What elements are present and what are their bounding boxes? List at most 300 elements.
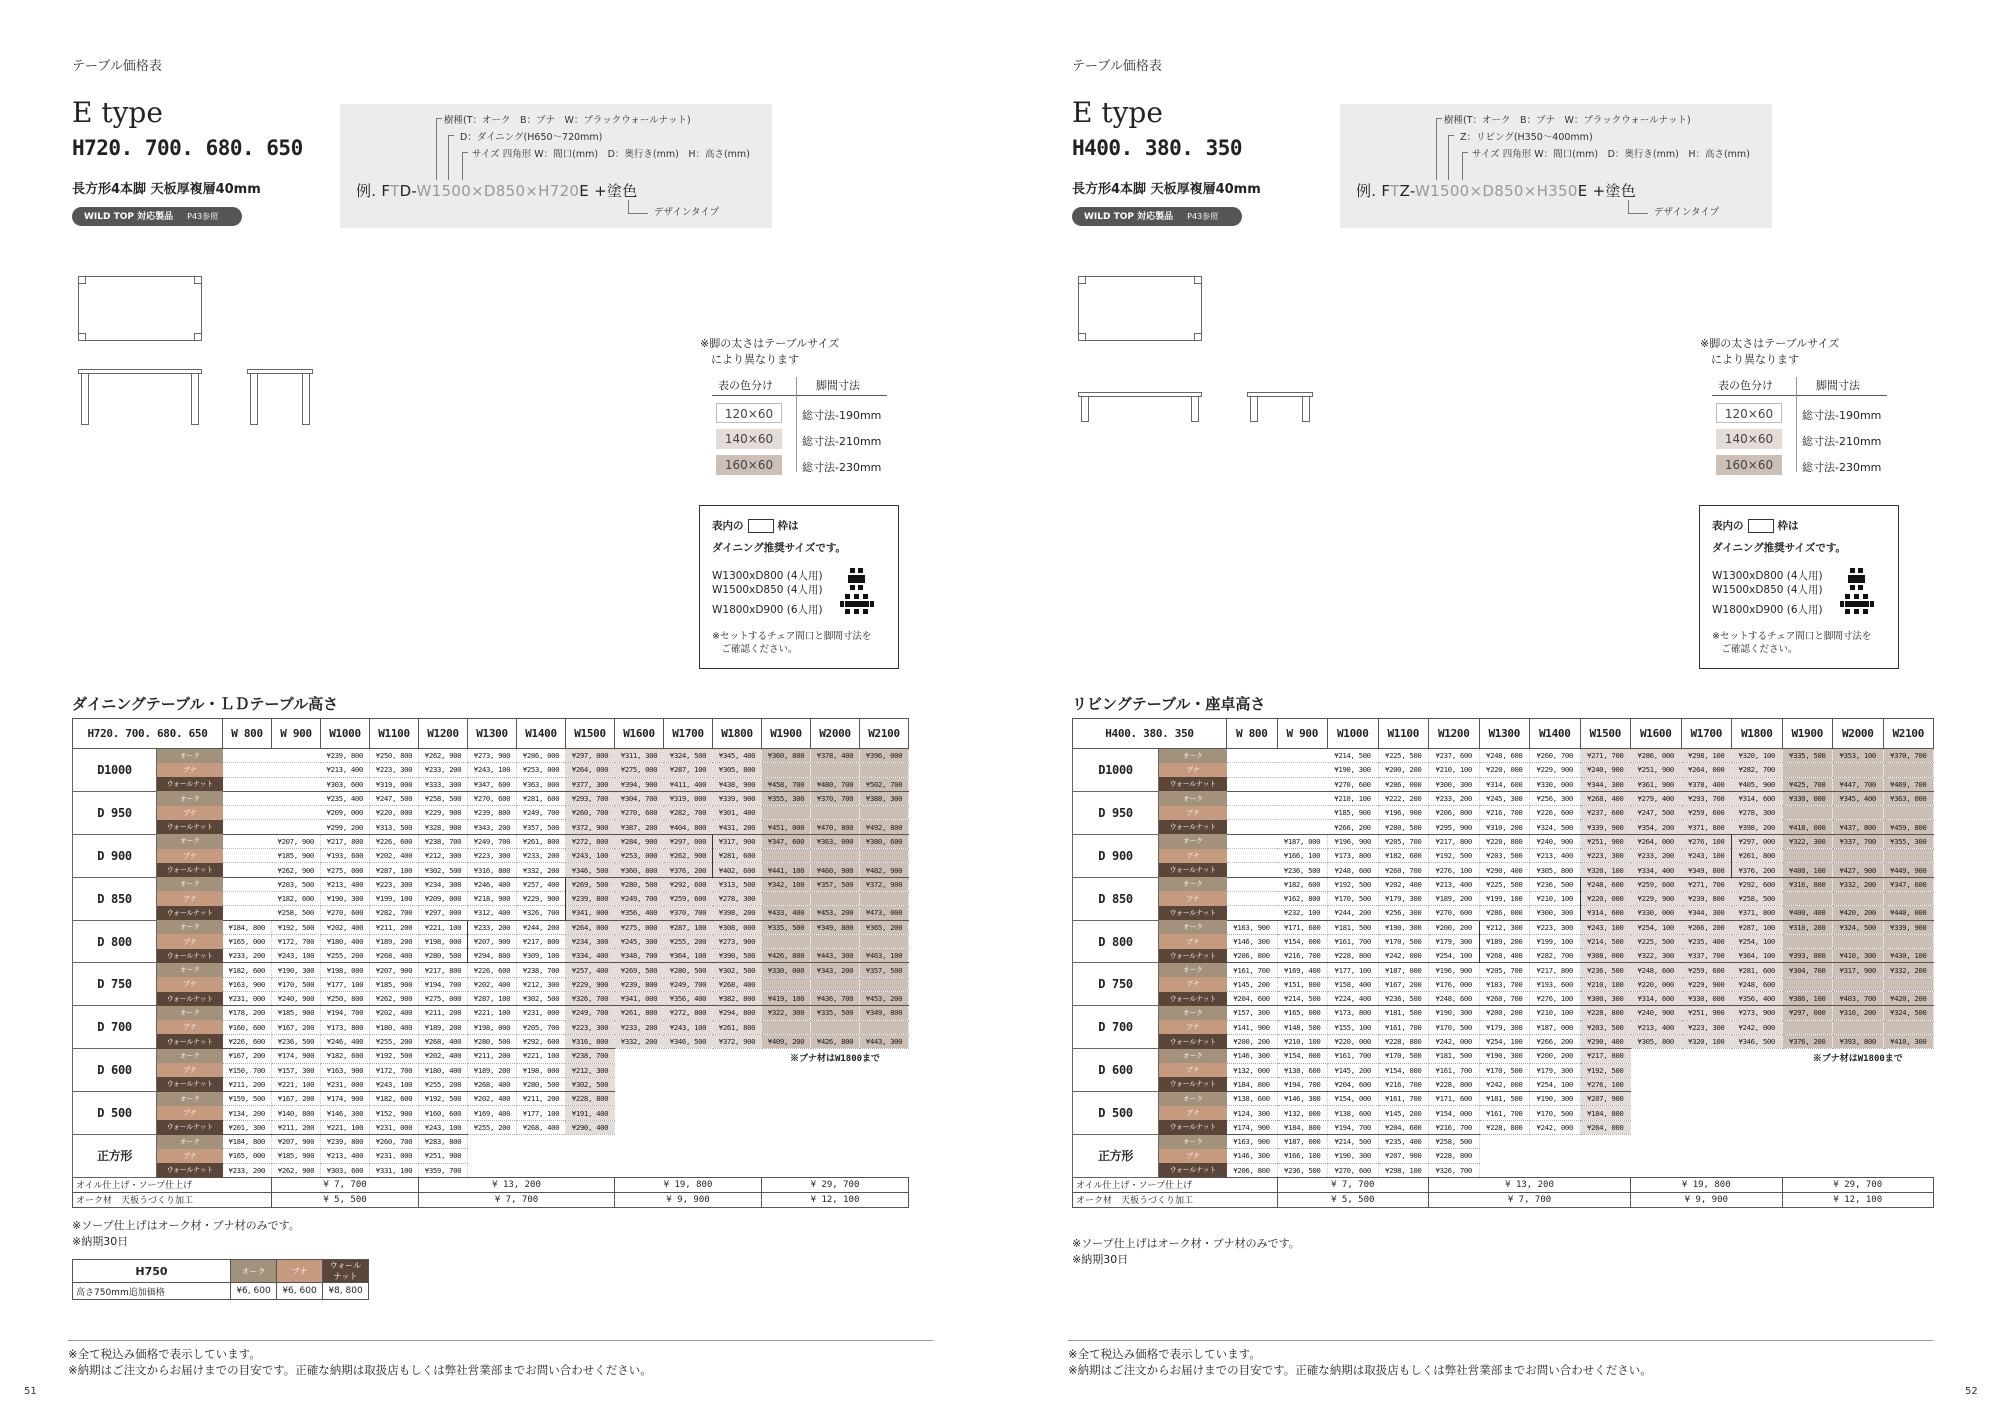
- price-cell: ¥152, 900: [370, 1106, 419, 1120]
- wood-label: オーク: [1159, 749, 1227, 763]
- price-cell: ¥228, 800: [1378, 1034, 1429, 1048]
- price-cell: ¥346, 500: [566, 863, 615, 877]
- price-cell: ¥360, 800: [762, 749, 811, 763]
- price-cell: ¥242, 000: [1378, 949, 1429, 963]
- table-row: [73, 877, 909, 891]
- price-cell: [1782, 934, 1833, 948]
- wood-label: ウォールナット: [1159, 906, 1227, 920]
- price-cell: ¥259, 600: [1681, 963, 1732, 977]
- price-cell: ¥138, 600: [1277, 1063, 1328, 1077]
- wood-label: ウォールナット: [1159, 1077, 1227, 1091]
- price-cell: ¥166, 100: [1277, 849, 1328, 863]
- price-cell: ¥233, 200: [1631, 849, 1682, 863]
- price-cell: ¥246, 400: [321, 1034, 370, 1048]
- price-cell: ¥247, 500: [1631, 806, 1682, 820]
- price-cell: ¥233, 200: [223, 949, 272, 963]
- code-bracket: [436, 118, 442, 180]
- wood-label: ウォールナット: [157, 949, 223, 963]
- price-cell: ¥326, 700: [566, 992, 615, 1006]
- price-cell: ¥200, 200: [1479, 1006, 1530, 1020]
- price-cell: ¥270, 600: [1429, 906, 1480, 920]
- price-cell: ¥254, 100: [1530, 1077, 1581, 1091]
- price-cell: ¥194, 700: [1328, 1120, 1379, 1134]
- wood-label: オーク: [157, 963, 223, 977]
- price-cell: ¥260, 700: [1378, 863, 1429, 877]
- price-cell: ¥302, 500: [566, 1077, 615, 1091]
- heights-title: H400. 380. 350: [1072, 136, 1243, 160]
- price-table: [1072, 718, 1934, 1208]
- wood-label: ウォールナット: [157, 906, 223, 920]
- price-cell: ¥262, 900: [664, 849, 713, 863]
- price-cell: ¥319, 000: [370, 777, 419, 791]
- price-cell: ¥258, 500: [272, 906, 321, 920]
- price-cell: ¥364, 100: [1732, 949, 1783, 963]
- price-cell: ¥196, 900: [1328, 834, 1379, 848]
- price-cell: ¥270, 600: [321, 906, 370, 920]
- price-cell: ¥251, 900: [1580, 834, 1631, 848]
- type-title: E type: [1072, 96, 1163, 129]
- price-cell: ¥157, 300: [272, 1063, 321, 1077]
- empty-cell: [566, 1149, 615, 1163]
- empty-cell: [1580, 1135, 1631, 1149]
- price-cell: ¥237, 600: [1429, 749, 1480, 763]
- price-cell: ¥359, 700: [419, 1163, 468, 1177]
- price-cell: ¥249, 700: [468, 834, 517, 848]
- price-cell: ¥260, 700: [370, 1135, 419, 1149]
- empty-cell: [223, 891, 272, 905]
- empty-cell: [1227, 891, 1278, 905]
- price-cell: ¥244, 200: [1328, 906, 1379, 920]
- price-cell: ¥166, 100: [1277, 1149, 1328, 1163]
- price-cell: ¥347, 600: [1883, 877, 1934, 891]
- price-cell: ¥243, 100: [468, 763, 517, 777]
- price-cell: ¥332, 200: [615, 1034, 664, 1048]
- price-cell: ¥161, 700: [1227, 963, 1278, 977]
- rec-size: W1800xD900 (6人用): [1712, 604, 1823, 616]
- price-cell: ¥273, 900: [468, 749, 517, 763]
- price-cell: ¥146, 300: [1227, 1149, 1278, 1163]
- wood-label: ブナ: [157, 1020, 223, 1034]
- price-cell: ¥292, 600: [517, 1034, 566, 1048]
- price-cell: ¥233, 200: [223, 1163, 272, 1177]
- table-row: [1073, 1020, 1934, 1034]
- price-cell: ¥377, 300: [566, 777, 615, 791]
- price-cell: ¥225, 500: [1631, 934, 1682, 948]
- h750-price: ¥6, 600: [277, 1283, 323, 1300]
- wood-label: ウォールナット: [157, 1120, 223, 1134]
- wood-label: ウォールナット: [157, 1034, 223, 1048]
- price-cell: ¥192, 500: [1580, 1063, 1631, 1077]
- price-cell: [1833, 1020, 1884, 1034]
- empty-cell: [615, 1106, 664, 1120]
- wood-label: ウォールナット: [157, 777, 223, 791]
- price-cell: ¥192, 500: [272, 920, 321, 934]
- price-cell: ¥245, 300: [1479, 791, 1530, 805]
- code-bracket: [1462, 152, 1468, 180]
- price-cell: ¥339, 900: [1580, 820, 1631, 834]
- price-cell: ¥240, 900: [1530, 834, 1581, 848]
- price-cell: ¥360, 800: [615, 863, 664, 877]
- price-cell: ¥356, 400: [615, 906, 664, 920]
- price-cell: ¥212, 300: [566, 1063, 615, 1077]
- price-cell: ¥282, 700: [1732, 763, 1783, 777]
- price-cell: ¥332, 200: [517, 863, 566, 877]
- price-cell: ¥297, 000: [419, 906, 468, 920]
- price-cell: ¥200, 200: [1429, 920, 1480, 934]
- price-cell: ¥260, 700: [1479, 992, 1530, 1006]
- table-row: [73, 934, 909, 948]
- wood-label: ウォールナット: [157, 1163, 223, 1177]
- table-head: H400. 380. 350: [1073, 719, 1227, 749]
- table-row: [73, 1006, 909, 1020]
- empty-cell: [517, 1135, 566, 1149]
- price-cell: ¥163, 900: [223, 977, 272, 991]
- price-cell: ¥207, 900: [468, 934, 517, 948]
- price-cell: ¥380, 600: [860, 834, 909, 848]
- price-cell: ¥233, 200: [615, 1020, 664, 1034]
- price-cell: ¥378, 400: [811, 749, 860, 763]
- empty-cell: [664, 1135, 713, 1149]
- bottom-rule: [68, 1340, 933, 1341]
- price-cell: ¥237, 600: [1580, 806, 1631, 820]
- product-code-box: [1340, 104, 1772, 228]
- wood-label: ブナ: [157, 934, 223, 948]
- price-cell: ¥202, 400: [1378, 877, 1429, 891]
- wood-label: ブナ: [157, 806, 223, 820]
- empty-cell: [1479, 1135, 1530, 1149]
- wood-oak: オーク: [231, 1260, 277, 1283]
- wood-label: ブナ: [1159, 1020, 1227, 1034]
- empty-cell: [1631, 1077, 1682, 1091]
- col-header: W1900: [762, 719, 811, 749]
- page-number: 51: [24, 1386, 37, 1397]
- price-cell: ¥280, 500: [1378, 820, 1429, 834]
- col-header: W1500: [566, 719, 615, 749]
- price-cell: ¥275, 000: [419, 992, 468, 1006]
- price-cell: ¥223, 300: [370, 763, 419, 777]
- price-cell: ¥210, 100: [1530, 1006, 1581, 1020]
- price-cell: ¥161, 700: [1328, 1049, 1379, 1063]
- design-bracket: [628, 200, 648, 214]
- price-cell: ¥255, 200: [370, 1034, 419, 1048]
- price-cell: ¥473, 000: [860, 906, 909, 920]
- price-cell: ¥182, 600: [370, 1092, 419, 1106]
- empty-cell: [1530, 1149, 1581, 1163]
- price-cell: ¥258, 500: [1732, 891, 1783, 905]
- price-cell: ¥182, 600: [223, 963, 272, 977]
- rec-title: 表内の 枠は: [1712, 520, 1799, 532]
- price-cell: ¥275, 000: [615, 763, 664, 777]
- price-cell: [811, 891, 860, 905]
- empty-cell: [1479, 1149, 1530, 1163]
- col-header: W 900: [272, 719, 321, 749]
- price-cell: ¥449, 900: [1883, 863, 1934, 877]
- code-bracket: [1448, 135, 1454, 180]
- legend-swatch: 120×60: [1716, 403, 1782, 423]
- price-cell: ¥437, 800: [1833, 820, 1884, 834]
- price-cell: ¥405, 900: [1732, 777, 1783, 791]
- price-cell: ¥276, 100: [1429, 863, 1480, 877]
- finish-label: オーク材 天板うづくり加工: [1073, 1192, 1278, 1207]
- price-cell: ¥226, 600: [468, 963, 517, 977]
- price-cell: ¥150, 700: [223, 1063, 272, 1077]
- price-cell: ¥229, 900: [517, 891, 566, 905]
- price-cell: ¥357, 500: [860, 963, 909, 977]
- bottom-rule: [1068, 1340, 1933, 1341]
- legend-swatch: 160×60: [716, 455, 782, 475]
- price-cell: ¥300, 300: [1429, 777, 1480, 791]
- price-cell: ¥411, 400: [664, 777, 713, 791]
- price-cell: ¥203, 500: [1479, 849, 1530, 863]
- price-cell: ¥211, 200: [517, 1092, 566, 1106]
- note-delivery: ※納期30日: [72, 1235, 129, 1248]
- after-table-notes: [1072, 1236, 1300, 1268]
- price-cell: ¥249, 700: [566, 1006, 615, 1020]
- price-cell: ¥211, 200: [468, 1049, 517, 1063]
- code-line-wood: 樹種(T：オーク B：ブナ W：ブラックウォールナット): [1444, 115, 1691, 126]
- price-cell: ¥124, 300: [1227, 1106, 1278, 1120]
- price-cell: ¥228, 800: [1328, 949, 1379, 963]
- price-cell: ¥266, 200: [1530, 1034, 1581, 1048]
- price-cell: ¥222, 200: [1378, 791, 1429, 805]
- price-cell: ¥243, 100: [566, 849, 615, 863]
- empty-cell: [272, 820, 321, 834]
- price-cell: ¥192, 500: [370, 1049, 419, 1063]
- empty-cell: [1631, 1063, 1682, 1077]
- rec-size: W1300xD800 (4人用): [712, 570, 823, 582]
- price-cell: ¥314, 600: [1479, 777, 1530, 791]
- price-cell: ¥179, 300: [1378, 891, 1429, 905]
- price-cell: ¥174, 900: [272, 1049, 321, 1063]
- empty-cell: [1681, 1163, 1732, 1177]
- price-cell: ¥372, 900: [566, 820, 615, 834]
- price-cell: ¥169, 400: [468, 1106, 517, 1120]
- price-cell: ¥204, 600: [1328, 1077, 1379, 1091]
- empty-cell: [664, 1077, 713, 1091]
- price-cell: ¥248, 600: [1631, 963, 1682, 977]
- price-cell: ¥339, 900: [1883, 920, 1934, 934]
- empty-cell: [1732, 1063, 1783, 1077]
- price-cell: ¥178, 200: [223, 1006, 272, 1020]
- price-cell: ¥235, 400: [1681, 934, 1732, 948]
- price-cell: ¥268, 400: [370, 949, 419, 963]
- price-cell: ¥185, 900: [272, 1006, 321, 1020]
- col-header: W1100: [1378, 719, 1429, 749]
- price-cell: ¥419, 100: [762, 992, 811, 1006]
- price-cell: [860, 763, 909, 777]
- wood-label: ブナ: [1159, 763, 1227, 777]
- empty-cell: [615, 1063, 664, 1077]
- price-cell: ¥342, 100: [762, 877, 811, 891]
- note-delivery: ※納期30日: [1072, 1253, 1129, 1266]
- empty-cell: [566, 1163, 615, 1177]
- price-cell: [1833, 934, 1884, 948]
- price-cell: ¥280, 500: [664, 963, 713, 977]
- price-cell: ¥161, 700: [1378, 1092, 1429, 1106]
- wood-buna: ブナ: [277, 1260, 323, 1283]
- price-cell: ¥146, 300: [1227, 934, 1278, 948]
- table-row: [73, 849, 909, 863]
- col-header: W1700: [1681, 719, 1732, 749]
- price-cell: ¥190, 300: [1530, 1092, 1581, 1106]
- finish-price: ¥ 12, 100: [762, 1192, 909, 1207]
- price-cell: ¥223, 300: [566, 1020, 615, 1034]
- price-cell: [1782, 806, 1833, 820]
- price-cell: ¥390, 500: [713, 949, 762, 963]
- price-cell: ¥226, 600: [370, 834, 419, 848]
- price-cell: ¥372, 900: [713, 1034, 762, 1048]
- price-cell: ¥134, 200: [223, 1106, 272, 1120]
- price-cell: ¥292, 600: [664, 877, 713, 891]
- price-cell: ¥290, 400: [1479, 863, 1530, 877]
- price-cell: ¥271, 700: [1681, 877, 1732, 891]
- depth-label: D 750: [1073, 963, 1159, 1006]
- col-header: W1300: [1479, 719, 1530, 749]
- table-row: [1073, 820, 1934, 834]
- price-cell: [860, 849, 909, 863]
- price-cell: ¥220, 000: [1580, 891, 1631, 905]
- finish-row: [1073, 1192, 1934, 1207]
- empty-cell: [1277, 749, 1328, 763]
- price-cell: ¥211, 200: [419, 1006, 468, 1020]
- price-cell: ¥253, 000: [615, 849, 664, 863]
- price-cell: ¥192, 500: [1328, 877, 1379, 891]
- price-cell: [1883, 891, 1934, 905]
- price-cell: ¥207, 900: [272, 834, 321, 848]
- price-cell: ¥194, 700: [321, 1006, 370, 1020]
- finish-price: ¥ 13, 200: [1429, 1177, 1631, 1192]
- price-cell: ¥281, 600: [713, 849, 762, 863]
- price-cell: ¥184, 800: [1580, 1106, 1631, 1120]
- price-cell: ¥189, 200: [419, 1020, 468, 1034]
- price-cell: ¥181, 500: [1429, 1049, 1480, 1063]
- empty-cell: [1530, 1135, 1581, 1149]
- price-cell: ¥140, 800: [272, 1106, 321, 1120]
- col-header: W1900: [1782, 719, 1833, 749]
- price-cell: ¥387, 200: [615, 820, 664, 834]
- price-cell: ¥242, 000: [1429, 1034, 1480, 1048]
- price-cell: ¥332, 200: [1833, 877, 1884, 891]
- price-cell: ¥349, 800: [811, 920, 860, 934]
- price-cell: ¥167, 200: [223, 1049, 272, 1063]
- price-cell: ¥330, 000: [1530, 777, 1581, 791]
- price-cell: ¥194, 700: [419, 977, 468, 991]
- price-cell: ¥159, 500: [223, 1092, 272, 1106]
- price-cell: ¥190, 300: [321, 891, 370, 905]
- price-cell: ¥402, 600: [713, 863, 762, 877]
- price-cell: ¥297, 000: [1782, 1006, 1833, 1020]
- price-cell: ¥213, 400: [321, 1149, 370, 1163]
- price-cell: ¥287, 100: [468, 992, 517, 1006]
- empty-cell: [1227, 806, 1278, 820]
- empty-cell: [1681, 1120, 1732, 1134]
- wood-label: オーク: [1159, 1092, 1227, 1106]
- price-cell: ¥190, 300: [1429, 1006, 1480, 1020]
- price-cell: [811, 934, 860, 948]
- table-row: [1073, 1049, 1934, 1063]
- legend-header-color: 表の色分け: [718, 379, 773, 392]
- wood-label: ウォールナット: [1159, 1163, 1227, 1177]
- finish-price: ¥ 9, 900: [615, 1192, 762, 1207]
- price-cell: ¥170, 500: [1328, 891, 1379, 905]
- wood-label: オーク: [1159, 1006, 1227, 1020]
- price-cell: ¥427, 900: [1833, 863, 1884, 877]
- finish-price: ¥ 12, 100: [1782, 1192, 1934, 1207]
- wood-label: ウォールナット: [1159, 1120, 1227, 1134]
- price-cell: ¥228, 800: [1479, 834, 1530, 848]
- price-cell: ¥290, 400: [566, 1120, 615, 1134]
- empty-cell: [664, 1049, 713, 1063]
- price-cell: ¥161, 700: [1429, 1063, 1480, 1077]
- price-cell: ¥231, 000: [370, 1149, 419, 1163]
- table-row: [1073, 977, 1934, 991]
- price-cell: ¥355, 300: [762, 791, 811, 805]
- depth-label: 正方形: [1073, 1135, 1159, 1178]
- empty-cell: [517, 1163, 566, 1177]
- code-bracket: [462, 152, 468, 180]
- price-cell: ¥154, 000: [1277, 934, 1328, 948]
- price-cell: ¥185, 900: [1328, 806, 1379, 820]
- product-description: 長方形4本脚 天板厚複層40mm: [72, 182, 261, 197]
- price-cell: ¥154, 000: [1378, 1063, 1429, 1077]
- price-cell: ¥151, 800: [1277, 977, 1328, 991]
- price-cell: ¥345, 400: [1833, 791, 1884, 805]
- table-row: [73, 806, 909, 820]
- legend-header-leg: 脚間寸法: [816, 379, 860, 392]
- price-cell: ¥243, 100: [272, 949, 321, 963]
- price-cell: ¥443, 300: [811, 949, 860, 963]
- price-cell: [762, 1020, 811, 1034]
- price-cell: ¥154, 000: [1277, 1049, 1328, 1063]
- price-cell: [860, 1020, 909, 1034]
- price-cell: ¥240, 900: [1580, 763, 1631, 777]
- price-cell: ¥410, 300: [1833, 949, 1884, 963]
- price-cell: ¥196, 900: [1378, 806, 1429, 820]
- price-cell: ¥324, 500: [1883, 1006, 1934, 1020]
- price-cell: ¥179, 300: [1479, 1020, 1530, 1034]
- col-header: W1000: [321, 719, 370, 749]
- finish-price: ¥ 7, 700: [1429, 1192, 1631, 1207]
- empty-cell: [664, 1120, 713, 1134]
- price-cell: ¥200, 200: [1378, 763, 1429, 777]
- price-cell: ¥310, 200: [1833, 1006, 1884, 1020]
- price-cell: ¥236, 500: [1530, 877, 1581, 891]
- price-cell: ¥287, 100: [1732, 920, 1783, 934]
- price-cell: ¥204, 600: [1378, 1120, 1429, 1134]
- price-cell: ¥341, 000: [566, 906, 615, 920]
- price-cell: ¥233, 200: [468, 920, 517, 934]
- price-cell: ¥334, 400: [566, 949, 615, 963]
- price-cell: ¥254, 100: [1631, 920, 1682, 934]
- price-cell: ¥255, 200: [664, 934, 713, 948]
- rec-note: ※セットするチェア間口と脚間寸法を ご確認ください。: [1712, 631, 1872, 655]
- table-row: [1073, 777, 1934, 791]
- wood-label: ブナ: [157, 891, 223, 905]
- wood-label: オーク: [157, 1135, 223, 1149]
- rec-subtitle: ダイニング推奨サイズです。: [1712, 542, 1846, 554]
- code-bracket: [448, 135, 454, 180]
- h750-label: 高さ750mm追加価格: [73, 1283, 231, 1300]
- bottom-notes: [68, 1346, 652, 1378]
- price-cell: ¥334, 400: [1631, 863, 1682, 877]
- finish-price: ¥ 13, 200: [419, 1177, 615, 1192]
- price-cell: ¥284, 900: [615, 834, 664, 848]
- price-cell: ¥173, 800: [1328, 1006, 1379, 1020]
- price-cell: ¥236, 500: [1277, 1163, 1328, 1177]
- price-cell: ¥163, 900: [321, 1063, 370, 1077]
- empty-cell: [1681, 1077, 1732, 1091]
- price-cell: ¥290, 400: [1580, 1034, 1631, 1048]
